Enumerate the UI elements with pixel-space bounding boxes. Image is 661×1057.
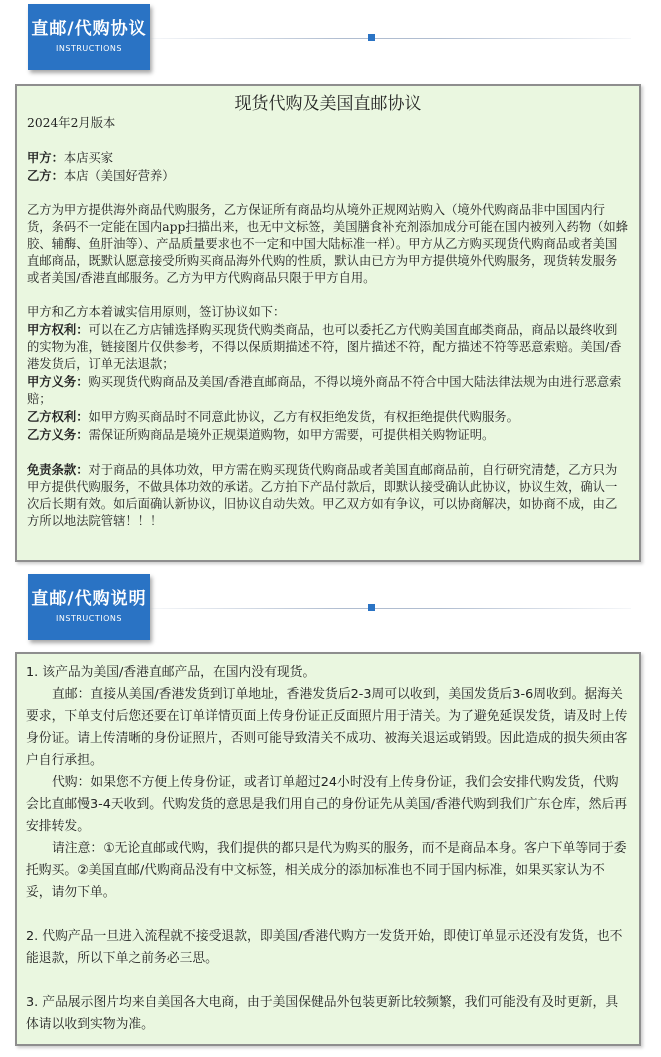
divider-line <box>150 38 631 39</box>
purchase-agent-text: 代购：如果您不方便上传身份证，或者订单超过24小时没有上传身份证，我们会安排代购发货，代购会比直邮慢3-4天收到。代购发货的意思是我们用自己的身份证先从美国/香港代购到我们广东仓库，然后再安排转发。 <box>26 775 628 834</box>
a-duties-text: 购买现货代购商品及美国/香港直邮商品，不得以境外商品不符合中国大陆法律法规为由进行恶意索赔； <box>27 375 622 406</box>
b-rights <box>27 408 629 426</box>
a-duties <box>27 373 629 408</box>
a-duties-label: 甲方义务： <box>27 374 89 389</box>
intro-paragraph: 乙方为甲方提供海外商品代购服务，乙方保证所有商品均从境外正规网站购入（境外代购商品非中国国内行货，条码不一定能在国内app扫描出来，也无中文标签，美国膳食补充剂添加成分可能在国内被列入药物（如蜂胶、辅酶、鱼肝油等）、产品质量要求也不一定和中国大陆标准一样）。甲方从乙方购买现货代购商品或者美国直邮商品，既默认愿意接受所购买商品海外代购的性质，默认由已方为甲方提供境外代购服务，现货转发服务或者美国/香港直邮服务。乙方为甲方代购商品只限于甲方自用。 <box>27 203 629 285</box>
divider-dot <box>368 34 375 41</box>
b-duties <box>27 426 629 444</box>
agreement-intro: 甲方和乙方本着诚实信用原则，签订协议如下： <box>27 305 286 319</box>
agreement-box <box>15 84 641 562</box>
direct-mail-text: 直邮：直接从美国/香港发货到订单地址，香港发货后2-3周可以收到，美国发货后3-6周收到。据海关要求，下单支付后您还要在订单详情页面上传身份证正反面照片用于清关。为了避免延误发货，请及时上传身份证。请上传清晰的身份证照片，否则可能导致清关不成功、被海关退运或销毁。因此造成的损失须由客户自行承担。 <box>26 687 628 768</box>
b-rights-label: 乙方权利： <box>27 409 89 424</box>
divider-dot <box>368 604 375 611</box>
party-b <box>27 167 629 185</box>
badge-title: 直邮/代购协议 <box>31 19 147 39</box>
instructions-box <box>15 652 641 1046</box>
party-a-label: 甲方： <box>27 150 64 165</box>
notice-text: 请注意：①无论直邮或代购，我们提供的都只是代为购买的服务，而不是商品本身。客户下单等同于委托购买。②美国直邮/代购商品没有中文标签，相关成分的添加标准也不同于国内标准，如果买家认为不妥，请勿下单。 <box>26 841 627 900</box>
party-a-value: 本店买家 <box>63 151 114 165</box>
divider-line <box>150 608 631 609</box>
item-3: 3. 产品展示图片均来自美国各大电商，由于美国保健品外包装更新比较频繁，我们可能没有及时更新，具体请以收到实物为准。 <box>26 995 619 1032</box>
b-rights-text: 如甲方购买商品时不同意此协议，乙方有权拒绝发货，有权拒绝提供代购服务。 <box>88 410 519 424</box>
section-badge <box>28 574 150 640</box>
badge-subtitle: INSTRUCTIONS <box>56 44 122 53</box>
a-rights-text: 可以在乙方店铺选择购买现货代购类商品，也可以委托乙方代购美国直邮类商品，商品以最终收到的实物为准，链接图片仅供参考，不得以保质期描述不符，图片描述不符，配方描述不符等恶意索赔。美国/香港发货后，订单无法退款； <box>27 323 622 371</box>
party-b-value: 本店（美国好营养） <box>63 169 175 183</box>
disclaimer-text: 对于商品的具体功效，甲方需在购买现货代购商品或者美国直邮商品前，自行研究清楚，乙方只为甲方提供代购服务，不做具体功效的承诺。乙方拍下产品付款后，即默认接受确认此协议，协议生效，确认一次后长期有效。如后面确认新协议，旧协议自动失效。甲乙双方如有争议，可以协商解决，如协商不成，由乙方所以地法院管辖！！！ <box>27 463 618 528</box>
doc-title: 现货代购及美国直邮协议 <box>234 94 422 114</box>
a-rights <box>27 321 629 373</box>
b-duties-label: 乙方义务： <box>27 427 89 442</box>
item-2: 2. 代购产品一旦进入流程就不接受退款，即美国/香港代购方一发货开始，即使订单显示还没有发货，也不能退款，所以下单之前务必三思。 <box>26 929 623 966</box>
disclaimer-label: 免责条款： <box>27 462 89 477</box>
version-text: 2024年2月版本 <box>27 116 116 130</box>
section-header-instructions <box>0 570 661 640</box>
disclaimer <box>27 461 629 530</box>
section-header-agreement <box>0 0 661 70</box>
section-badge <box>28 4 150 70</box>
a-rights-label: 甲方权利： <box>27 322 89 337</box>
item-1: 1. 该产品为美国/香港直邮产品，在国内没有现货。 <box>26 665 316 680</box>
party-a <box>27 149 629 167</box>
badge-title: 直邮/代购说明 <box>31 589 147 609</box>
party-b-label: 乙方： <box>27 168 64 183</box>
b-duties-text: 需保证所购商品是境外正规渠道购物，如甲方需要，可提供相关购物证明。 <box>88 428 495 442</box>
badge-subtitle: INSTRUCTIONS <box>56 614 122 623</box>
